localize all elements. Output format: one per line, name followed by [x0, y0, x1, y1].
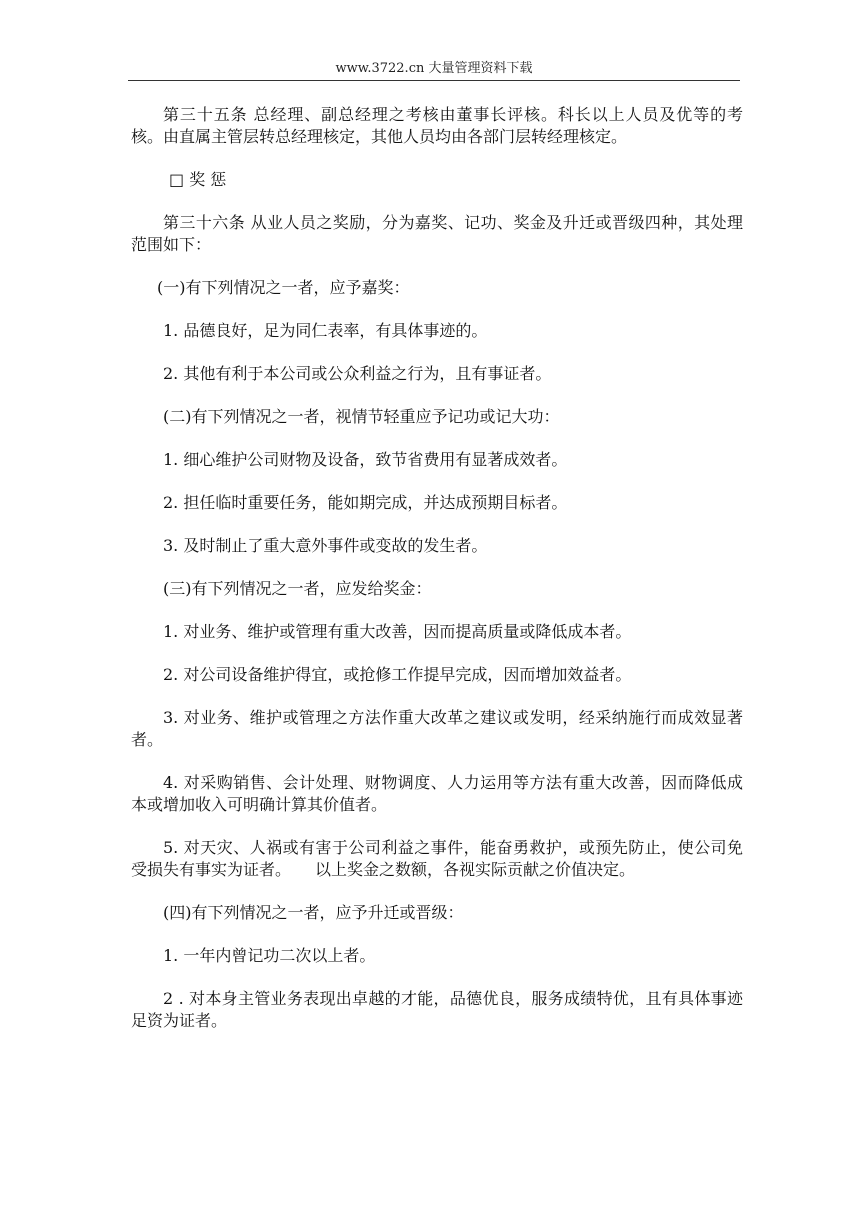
page-header: www.3722.cn 大量管理资料下载	[335, 61, 533, 76]
section-heading-rewards-penalties: □ 奖 惩	[169, 170, 227, 189]
group-2-item-2: 2. 担任临时重要任务，能如期完成，并达成预期目标者。	[163, 493, 568, 512]
group-2-item-1: 1. 细心维护公司财物及设备，致节省费用有显著成效者。	[163, 450, 568, 469]
group-2-title: (二)有下列情况之一者，视情节轻重应予记功或记大功：	[163, 407, 560, 426]
group-3-title: (三)有下列情况之一者，应发给奖金：	[163, 579, 432, 598]
group-4-title: (四)有下列情况之一者，应予升迁或晋级：	[163, 903, 464, 922]
group-4-item-1: 1. 一年内曾记功二次以上者。	[163, 946, 376, 965]
group-3-item-4: 4. 对采购销售、会计处理、财物调度、人力运用等方法有重大改善，因而降低成本或增加收入可明确计算其价值者。	[131, 773, 743, 814]
header-divider	[128, 80, 740, 81]
article-36: 第三十六条 从业人员之奖励，分为嘉奖、记功、奖金及升迁或晋级四种，其处理范围如下：	[131, 213, 743, 254]
group-1-item-2: 2. 其他有利于本公司或公众利益之行为，且有事证者。	[163, 364, 552, 383]
group-3-item-3: 3. 对业务、维护或管理之方法作重大改革之建议或发明，经采纳施行而成效显著者。	[131, 708, 743, 749]
document-body	[131, 104, 743, 1032]
group-3-item-2: 2. 对公司设备维护得宜，或抢修工作提早完成，因而增加效益者。	[163, 665, 632, 684]
group-2-item-3: 3. 及时制止了重大意外事件或变故的发生者。	[163, 536, 488, 555]
group-1-item-1: 1. 品德良好，足为同仁表率，有具体事迹的。	[163, 321, 488, 340]
group-1-title: (一)有下列情况之一者，应予嘉奖：	[157, 278, 410, 297]
group-4-item-2: 2 . 对本身主管业务表现出卓越的才能，品德优良，服务成绩特优，且有具体事迹足资为证者。	[131, 989, 743, 1030]
article-35: 第三十五条 总经理、副总经理之考核由董事长评核。科长以上人员及优等的考核。由直属主管层转总经理核定，其他人员均由各部门层转经理核定。	[131, 105, 743, 146]
group-3-item-1: 1. 对业务、维护或管理有重大改善，因而提高质量或降低成本者。	[163, 622, 632, 641]
group-3-item-5: 5. 对天灾、人祸或有害于公司利益之事件，能奋勇救护，或预先防止，使公司免受损失有事实为证者。 以上奖金之数额，各视实际贡献之价值决定。	[131, 838, 743, 879]
